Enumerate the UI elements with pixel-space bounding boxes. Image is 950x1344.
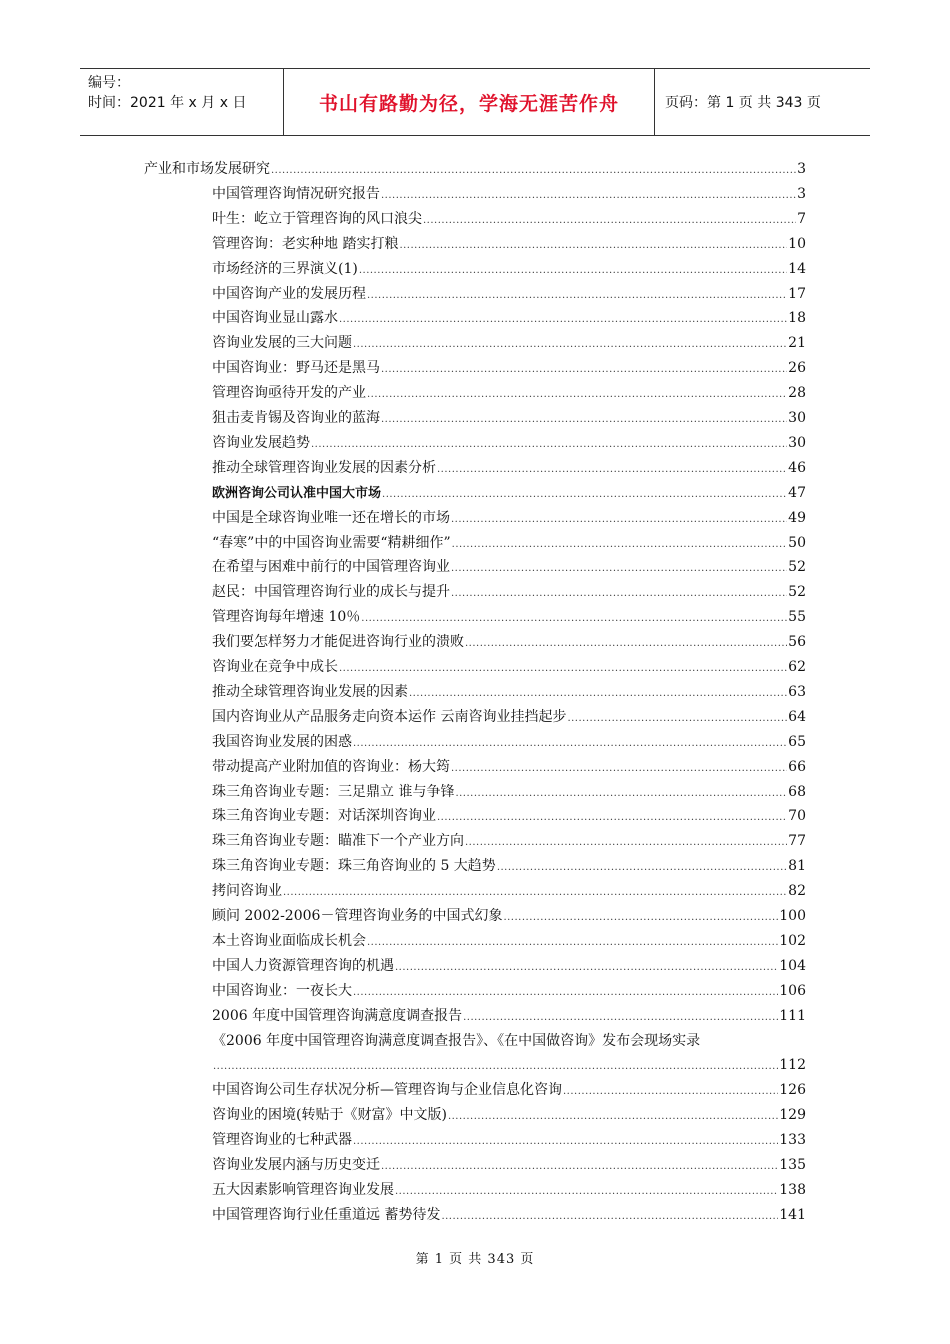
toc-entry[interactable] [212, 1079, 806, 1101]
toc-entry-page: 18 [788, 310, 806, 327]
toc-dot-leader [381, 409, 787, 431]
toc-entry-page: 30 [788, 434, 806, 451]
toc-entry[interactable] [212, 905, 806, 927]
toc-entry-page: 28 [788, 385, 806, 402]
toc-entry[interactable] [212, 208, 806, 230]
toc-entry-title: 顾问 2002-2006－管理咨询业务的中国式幻象 [212, 908, 503, 924]
toc-entry[interactable] [212, 855, 806, 877]
toc-entry-title: 咨询业的困境(转贴于《财富》中文版) [212, 1107, 447, 1124]
toc-entry-page: 14 [788, 260, 806, 277]
toc-entry-page: 46 [788, 459, 806, 476]
toc-entry-page: 138 [779, 1181, 806, 1198]
toc-entry[interactable] [212, 357, 806, 379]
toc-dot-leader [563, 1081, 778, 1103]
toc-entry[interactable] [212, 1104, 806, 1126]
toc-entry-title: “春寒”中的中国咨询业需要“精耕细作” [212, 534, 451, 551]
toc-entry-page: 106 [779, 982, 806, 999]
toc-entry-title: 珠三角咨询业专题：瞄准下一个产业方向 [212, 833, 464, 850]
toc-entry-page: 65 [788, 733, 806, 750]
toc-entry-title: 五大因素影响管理咨询业发展 [212, 1181, 394, 1198]
toc-entry[interactable] [212, 432, 806, 454]
toc-entry-title: 赵民：中国管理咨询行业的成长与提升 [212, 584, 450, 601]
toc-entry[interactable] [212, 1179, 806, 1201]
toc-dot-leader [409, 683, 787, 705]
toc-entry[interactable] [212, 656, 806, 678]
toc-entry[interactable] [212, 183, 806, 205]
toc-dot-leader [353, 733, 787, 755]
toc-entry-title: 我国咨询业发展的困惑 [212, 733, 352, 750]
toc-entry-title: 咨询业发展趋势 [212, 434, 310, 451]
toc-entry-page: 63 [788, 683, 806, 700]
toc-entry-page: 77 [788, 833, 806, 850]
toc-dot-leader [452, 534, 788, 556]
toc-entry-page: 50 [788, 534, 806, 551]
toc-entry[interactable] [212, 407, 806, 429]
toc-entry-page: 52 [788, 584, 806, 601]
toc-entry[interactable] [212, 880, 806, 902]
toc-entry-page: 49 [788, 509, 806, 526]
toc-dot-leader [381, 359, 787, 381]
toc-dot-leader [497, 857, 787, 879]
toc-entry[interactable] [212, 1005, 806, 1027]
toc-dot-leader [451, 509, 787, 531]
toc-entry-page: 82 [788, 883, 806, 900]
toc-entry[interactable] [212, 233, 806, 255]
toc-dot-leader [567, 708, 787, 730]
toc-entry-title: 管理咨询每年增速 10％ [212, 609, 361, 626]
toc-dot-leader [451, 558, 787, 580]
toc-entry[interactable] [212, 1030, 806, 1052]
toc-dot-leader [395, 1181, 778, 1203]
toc-entry[interactable] [212, 283, 806, 305]
toc-entry-page: 17 [788, 285, 806, 302]
toc-dot-leader [463, 1007, 778, 1029]
toc-entry-title: 管理咨询业的七种武器 [212, 1132, 352, 1149]
toc-entry-title: 拷问咨询业 [212, 883, 282, 900]
toc-dot-leader [361, 608, 787, 630]
toc-entry[interactable] [212, 955, 806, 977]
toc-entry-page: 3 [797, 161, 806, 177]
toc-entry-page: 62 [788, 659, 806, 675]
toc-entry-page: 129 [779, 1107, 806, 1124]
toc-dot-leader [455, 783, 787, 805]
toc-dot-leader [395, 957, 778, 979]
toc-entry-title: 管理咨询亟待开发的产业 [212, 385, 366, 402]
toc-entry-page: 52 [788, 559, 806, 576]
toc-entry-page: 133 [779, 1132, 806, 1149]
toc-dot-leader [451, 758, 787, 780]
toc-entry-page: 66 [788, 758, 806, 775]
toc-entry-title: 中国咨询公司生存状况分析—管理咨询与企业信息化咨询 [212, 1082, 562, 1099]
toc-entry-page: 55 [788, 609, 806, 626]
toc-entry-title: 国内咨询业从产品服务走向资本运作 云南咨询业挂挡起步 [212, 708, 567, 725]
toc-entry-title: 中国咨询产业的发展历程 [212, 285, 366, 302]
toc-entry[interactable] [212, 507, 806, 529]
document-number-label: 编号： [88, 75, 130, 91]
toc-entry[interactable] [212, 606, 806, 628]
header-page-info: 页码：第 1 页 共 343 页 [665, 95, 821, 111]
toc-dot-leader [423, 210, 796, 232]
toc-entry-page: 7 [797, 210, 806, 227]
toc-dot-leader [213, 1056, 778, 1078]
toc-entry[interactable] [212, 482, 806, 504]
toc-entry-title: 珠三角咨询业专题：珠三角咨询业的 5 大趋势 [212, 858, 496, 875]
toc-dot-leader [353, 982, 778, 1004]
header-motto-cell [283, 69, 655, 135]
toc-dot-leader [448, 1106, 778, 1128]
toc-dot-leader [503, 907, 778, 929]
toc-entry-page: 56 [788, 634, 806, 651]
document-date-label: 时间：2021 年 x 月 x 日 [88, 95, 247, 111]
toc-entry-page: 70 [788, 808, 806, 825]
toc-dot-leader [367, 932, 778, 954]
toc-entry-title: 产业和市场发展研究 [144, 161, 270, 177]
toc-dot-leader [381, 185, 796, 207]
toc-entry[interactable] [212, 805, 806, 827]
toc-dot-leader [283, 882, 787, 904]
toc-entry-title: 咨询业发展内涵与历史变迁 [212, 1157, 380, 1173]
toc-entry[interactable] [212, 681, 806, 703]
toc-entry-title: 中国人力资源管理咨询的机遇 [212, 957, 394, 974]
toc-entry-title: 管理咨询：老实种地 踏实打粮 [212, 235, 399, 252]
toc-entry-title: 珠三角咨询业专题：三足鼎立 谁与争锋 [212, 783, 455, 800]
toc-entry-page: 141 [779, 1206, 806, 1223]
toc-dot-leader [437, 807, 787, 829]
toc-entry[interactable] [212, 556, 806, 578]
toc-entry-page: 112 [779, 1057, 806, 1074]
toc-dot-leader [367, 384, 787, 406]
toc-entry[interactable] [212, 756, 806, 778]
toc-dot-leader [437, 459, 787, 481]
document-header [80, 68, 870, 136]
toc-entry-page: 64 [788, 708, 806, 725]
toc-entry[interactable] [212, 1129, 806, 1151]
header-motto: 书山有路勤为径，学海无涯苦作舟 [318, 92, 619, 115]
toc-dot-leader [353, 334, 787, 356]
toc-entry-page: 30 [788, 410, 806, 426]
toc-dot-leader [311, 434, 787, 456]
toc-entry-page: 111 [779, 1007, 806, 1024]
toc-entry[interactable] [212, 382, 806, 404]
toc-entry-page: 104 [779, 957, 806, 974]
toc-entry-title: 叶生：屹立于管理咨询的风口浪尖 [212, 210, 422, 227]
toc-entry-page: 135 [779, 1157, 806, 1173]
page-footer: 第 1 页 共 343 页 [415, 1252, 535, 1267]
toc-entry[interactable] [212, 258, 806, 280]
toc-dot-leader [367, 285, 787, 307]
toc-entry-page: 47 [788, 484, 806, 501]
toc-entry-title: 珠三角咨询业专题：对话深圳咨询业 [212, 808, 436, 825]
toc-entry-title: 咨询业在竞争中成长 [212, 659, 338, 675]
toc-entry-title: 在希望与困难中前行的中国管理咨询业 [212, 559, 450, 576]
toc-dot-leader [399, 235, 787, 257]
toc-entry[interactable] [212, 731, 806, 753]
toc-entry-title: 2006 年度中国管理咨询满意度调查报告 [212, 1007, 463, 1024]
toc-entry-title: 我们要怎样努力才能促进咨询行业的溃败 [212, 634, 464, 651]
toc-entry[interactable] [212, 1054, 806, 1076]
toc-entry-title: 市场经济的三界演义(1) [212, 260, 358, 277]
toc-entry-title: 推动全球管理咨询业发展的因素 [212, 683, 408, 700]
toc-entry-page: 10 [788, 235, 806, 252]
toc-entry[interactable] [212, 930, 806, 952]
toc-entry-page: 3 [797, 185, 806, 202]
toc-entry[interactable] [212, 307, 806, 329]
toc-dot-leader [271, 160, 796, 182]
toc-dot-leader [465, 832, 787, 854]
toc-entry-title: 带动提高产业附加值的咨询业：杨大筠 [212, 758, 450, 775]
toc-entry-title: 狙击麦肯锡及咨询业的蓝海 [212, 410, 380, 426]
toc-dot-leader [339, 658, 787, 680]
toc-entry[interactable] [212, 781, 806, 803]
toc-dot-leader [465, 633, 787, 655]
header-page-cell [655, 69, 870, 135]
toc-dot-leader [353, 1131, 778, 1153]
toc-entry[interactable] [212, 706, 806, 728]
toc-dot-leader [441, 1206, 778, 1228]
toc-entry-title: 推动全球管理咨询业发展的因素分析 [212, 459, 436, 476]
toc-entry[interactable] [212, 457, 806, 479]
toc-entry-page: 21 [788, 335, 806, 352]
toc-entry[interactable] [212, 1154, 806, 1176]
toc-entry[interactable] [212, 1204, 806, 1226]
toc-entry-page: 100 [779, 908, 806, 924]
toc-entry-page: 102 [779, 932, 806, 949]
toc-entry[interactable] [212, 980, 806, 1002]
toc-entry-title: 中国咨询业显山露水 [212, 310, 338, 327]
toc-entry[interactable] [212, 332, 806, 354]
toc-entry-title: 中国管理咨询行业任重道远 蓄势待发 [212, 1206, 441, 1223]
toc-entry-title: 《2006 年度中国管理咨询满意度调查报告》、《在中国做咨询》发布会现场实录 [212, 1032, 701, 1049]
toc-entry-page: 126 [779, 1082, 806, 1099]
toc-dot-leader [451, 583, 787, 605]
toc-dot-leader [359, 260, 787, 282]
toc-entry-page: 26 [788, 360, 806, 377]
toc-entry[interactable] [212, 830, 806, 852]
toc-entry-title: 中国是全球咨询业唯一还在增长的市场 [212, 509, 450, 526]
toc-dot-leader [339, 309, 787, 331]
toc-entry-title: 欧洲咨询公司认准中国大市场 [212, 485, 382, 501]
toc-entry-page: 68 [788, 783, 806, 800]
toc-entry-title: 中国管理咨询情况研究报告 [212, 185, 380, 202]
toc-entry-title: 中国咨询业：一夜长大 [212, 982, 352, 999]
toc-entry-title: 本土咨询业面临成长机会 [212, 932, 366, 949]
toc-entry[interactable] [212, 532, 806, 554]
toc-entry-title: 咨询业发展的三大问题 [212, 335, 352, 352]
toc-dot-leader [382, 484, 787, 506]
toc-entry[interactable] [144, 158, 806, 180]
toc-entry[interactable] [212, 631, 806, 653]
header-meta-cell [80, 69, 283, 135]
toc-dot-leader [381, 1156, 778, 1178]
toc-entry[interactable] [212, 581, 806, 603]
toc-entry-title: 中国咨询业：野马还是黑马 [212, 360, 380, 377]
toc-entry-page: 81 [788, 858, 806, 875]
